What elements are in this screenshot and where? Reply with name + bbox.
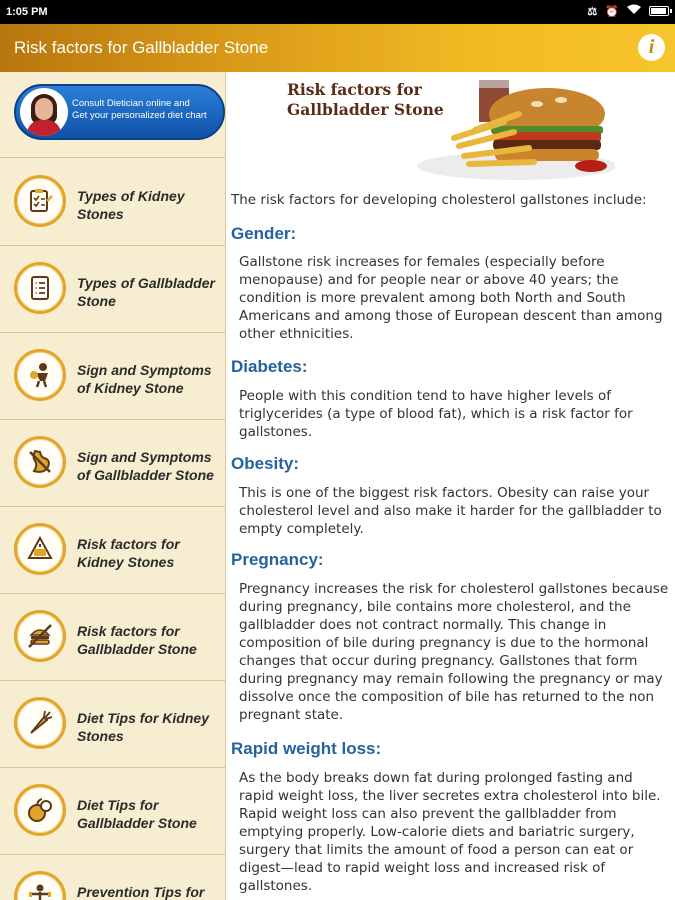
usb-icon: ⚖: [587, 5, 598, 18]
section-heading-obesity: Obesity:: [231, 454, 300, 473]
consult-banner: [0, 72, 226, 158]
dietician-avatar: [20, 88, 68, 136]
banner-title: Risk factors for Gallbladder Stone: [287, 80, 444, 119]
sidebar-item-label: Types of Gallbladder Stone: [77, 275, 215, 309]
alarm-icon: ⏰: [605, 5, 619, 18]
carrot-icon: [14, 697, 66, 749]
sidebar-item-sign-symptoms-kidney-stone[interactable]: [0, 333, 226, 420]
section-heading-gender: Gender:: [231, 224, 297, 243]
consult-line-1: Consult Dietician online and: [72, 98, 190, 109]
consult-dietician-button[interactable]: [14, 84, 225, 140]
intro-text: The risk factors for developing cholesterol gallstones include:: [231, 192, 647, 208]
sidebar-item-sign-symptoms-gallbladder-stone[interactable]: [0, 420, 226, 507]
sidebar-item-label: Diet Tips for Kidney Stones: [77, 710, 209, 744]
sidebar-item-label: Sign and Symptoms of Kidney Stone: [77, 362, 212, 396]
sidebar-item-risk-factors-kidney-stones[interactable]: [0, 507, 226, 594]
sidebar-item-diet-tips-kidney-stones[interactable]: [0, 681, 226, 768]
article-content: [227, 72, 675, 900]
no-burger-icon: [14, 610, 66, 662]
sidebar-item-label: Diet Tips for Gallbladder Stone: [77, 797, 197, 831]
section-heading-pregnancy: Pregnancy:: [231, 550, 324, 569]
section-text-gender: Gallstone risk increases for females (especially before menopause) and for people near or above 40 years; the condition is more prevalent among both North and South Americans and among those of European descent than among other ethnicities.: [239, 254, 663, 342]
person-pain-icon: [14, 349, 66, 401]
section-text-obesity: This is one of the biggest risk factors. Obesity can raise your cholesterol level and also make it harder for the gallbladder to empty completely.: [239, 485, 662, 537]
exercise-icon: [14, 871, 66, 900]
fruit-icon: [14, 784, 66, 836]
section-text-pregnancy: Pregnancy increases the risk for cholesterol gallstones because during pregnancy, bile contains more cholesterol, and the gallbladder does not contract normally. This change in composition of bile during pregnancy is due to the hormonal changes that occur during pregnancy. Gallstones that form during pregnancy may remain following the pregnancy or may dissolve once the composition of bile has returned to the non pregnant state.: [239, 581, 669, 723]
status-bar: [0, 0, 675, 24]
sidebar-item-label: Risk factors for Gallbladder Stone: [77, 623, 197, 657]
sidebar-item-label: Risk factors for Kidney Stones: [77, 536, 180, 570]
sidebar-item-risk-factors-gallbladder-stone[interactable]: [0, 594, 226, 681]
battery-icon: [649, 6, 669, 16]
consult-line-2: Get your personalized diet chart: [72, 110, 207, 121]
sidebar-item-types-gallbladder-stone[interactable]: [0, 246, 226, 333]
sidebar: [0, 72, 226, 900]
section-heading-rapid-weight-loss: Rapid weight loss:: [231, 739, 382, 758]
sidebar-item-label: Sign and Symptoms of Gallbladder Stone: [77, 449, 214, 483]
sidebar-item-diet-tips-gallbladder-stone[interactable]: [0, 768, 226, 855]
status-icons: [587, 4, 669, 18]
warning-food-icon: [14, 523, 66, 575]
app-title: Risk factors for Gallbladder Stone: [14, 38, 269, 57]
wifi-icon: [627, 4, 641, 18]
clipboard-checklist-icon: [14, 175, 66, 227]
stomach-pain-icon: [14, 436, 66, 488]
article-banner: [279, 74, 615, 184]
section-heading-diabetes: Diabetes:: [231, 357, 308, 376]
section-text-rapid-weight-loss: As the body breaks down fat during prolonged fasting and rapid weight loss, the liver secretes extra cholesterol into bile. Rapid weight loss can also prevent the gallbladder from emptying properly. Low-calorie diets and bariatric surgery, surgery that limits the amount of food a person can eat or digest—lead to rapid weight loss and increased risk of gallstones.: [239, 770, 661, 894]
status-time: 1:05 PM: [6, 6, 48, 18]
list-document-icon: [14, 262, 66, 314]
sidebar-item-types-kidney-stones[interactable]: [0, 159, 226, 246]
info-icon[interactable]: i: [638, 34, 665, 61]
burger-fries-image: [279, 74, 615, 184]
sidebar-item-prevention-tips[interactable]: [0, 855, 226, 900]
consult-text: [72, 98, 207, 122]
app-bar: [0, 24, 675, 72]
sidebar-item-label: Prevention Tips for: [77, 884, 205, 900]
section-text-diabetes: People with this condition tend to have higher levels of triglycerides (a type of blood fat), which is a risk factor for gallstones.: [239, 388, 633, 440]
sidebar-item-label: Types of Kidney Stones: [77, 188, 185, 222]
